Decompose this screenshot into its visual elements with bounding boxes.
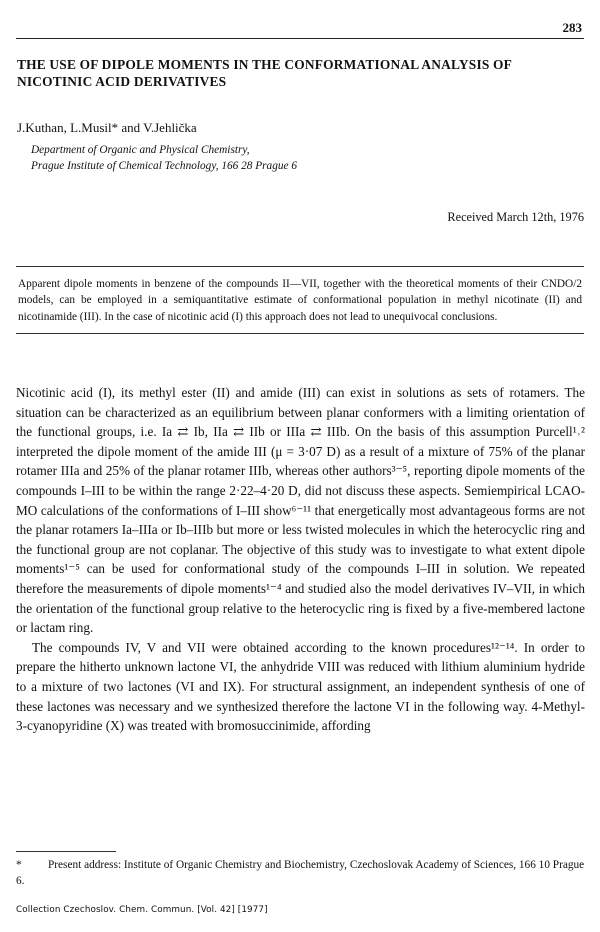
body-paragraph-1: Nicotinic acid (I), its methyl ester (II) and amide (III) can exist in solutions as sets of rotamers. The situation can be characterized as an equilibrium between planar conformers with a limiting orientation of the functional groups, i.e. Ia ⇄ Ib, IIa ⇄ IIb or IIIa ⇄ IIIb. On the basis of this assumption Purcell¹˒² interpreted the dipole moment of the amide III (μ = 3·07 D) as a result of a mixture of 75% of the planar rotamer IIIa and 25% of the planar rotamer IIIb, whereas other authors³⁻⁵, reporting dipole moments of the compounds I–III to be within the range 2·22–4·20 D, did not discuss these aspects. Semiempirical LCAO-MO calculations of the conformations of I–III show⁶⁻¹¹ that energetically most advantageous forms are not the planar rotamers Ia–IIIa or Ib–IIIb but more or less twisted molecules in which the heterocyclic ring and the functional group are not coplanar. The objective of this study was to investigate to what extent dipole moments¹⁻⁵ can be used for conformational study of the compounds I–III in solution. We repeated therefore the measurements of dipole moments¹⁻⁴ and studied also the model derivatives IV–VII, in which the orientation of the functional group relative to the heterocyclic ring is fixed by a five-membered lactone or lactam ring. [16, 385, 585, 636]
journal-footer: Collection Czechoslov. Chem. Commun. [Vol. 42] [1977] [16, 905, 268, 915]
received-date: Received March 12th, 1976 [447, 210, 584, 224]
body-text [16, 383, 585, 736]
footnote-mark: * [16, 859, 22, 871]
paper-title: THE USE OF DIPOLE MOMENTS IN THE CONFORMATIONAL ANALYSIS OF NICOTINIC ACID DERIVATIVES [17, 57, 512, 89]
footnote-rule [16, 851, 116, 852]
footnote-text: Present address: Institute of Organic Chemistry and Biochemistry, Czechoslovak Academy of Sciences, 166 10 Prague 6. [16, 859, 585, 887]
affiliation [31, 142, 297, 174]
affiliation-line-2: Prague Institute of Chemical Technology, 166 28 Prague 6 [31, 160, 297, 172]
page-number: 283 [562, 20, 582, 35]
footnote [16, 857, 585, 889]
affiliation-line-1: Department of Organic and Physical Chemistry, [31, 144, 250, 156]
author-list: J.Kuthan, L.Musil* and V.Jehlička [17, 120, 197, 135]
header-rule [16, 38, 584, 39]
abstract: Apparent dipole moments in benzene of the compounds II—VII, together with the theoretical moments of their CNDO/2 models, can be employed in a semiquantitative estimate of conformational population in methyl nicotinate (II) and nicotinamide (III). In the case of nicotinic acid (I) this approach does not lead to unequivocal conclusions. [16, 266, 584, 334]
body-paragraph-2: The compounds IV, V and VII were obtained according to the known procedures¹²⁻¹⁴. In order to prepare the hitherto unknown lactone VI, the anhydride VIII was reduced with lithium aluminium hydride to a mixture of two lactones (VI and IX). For structural assignment, an independent synthesis of one of these lactones was necessary and we synthesized therefore the lactone VI in the following way. 4-Methyl-3-cyanopyridine (X) was treated with bromosuccinimide, affording [16, 639, 585, 734]
